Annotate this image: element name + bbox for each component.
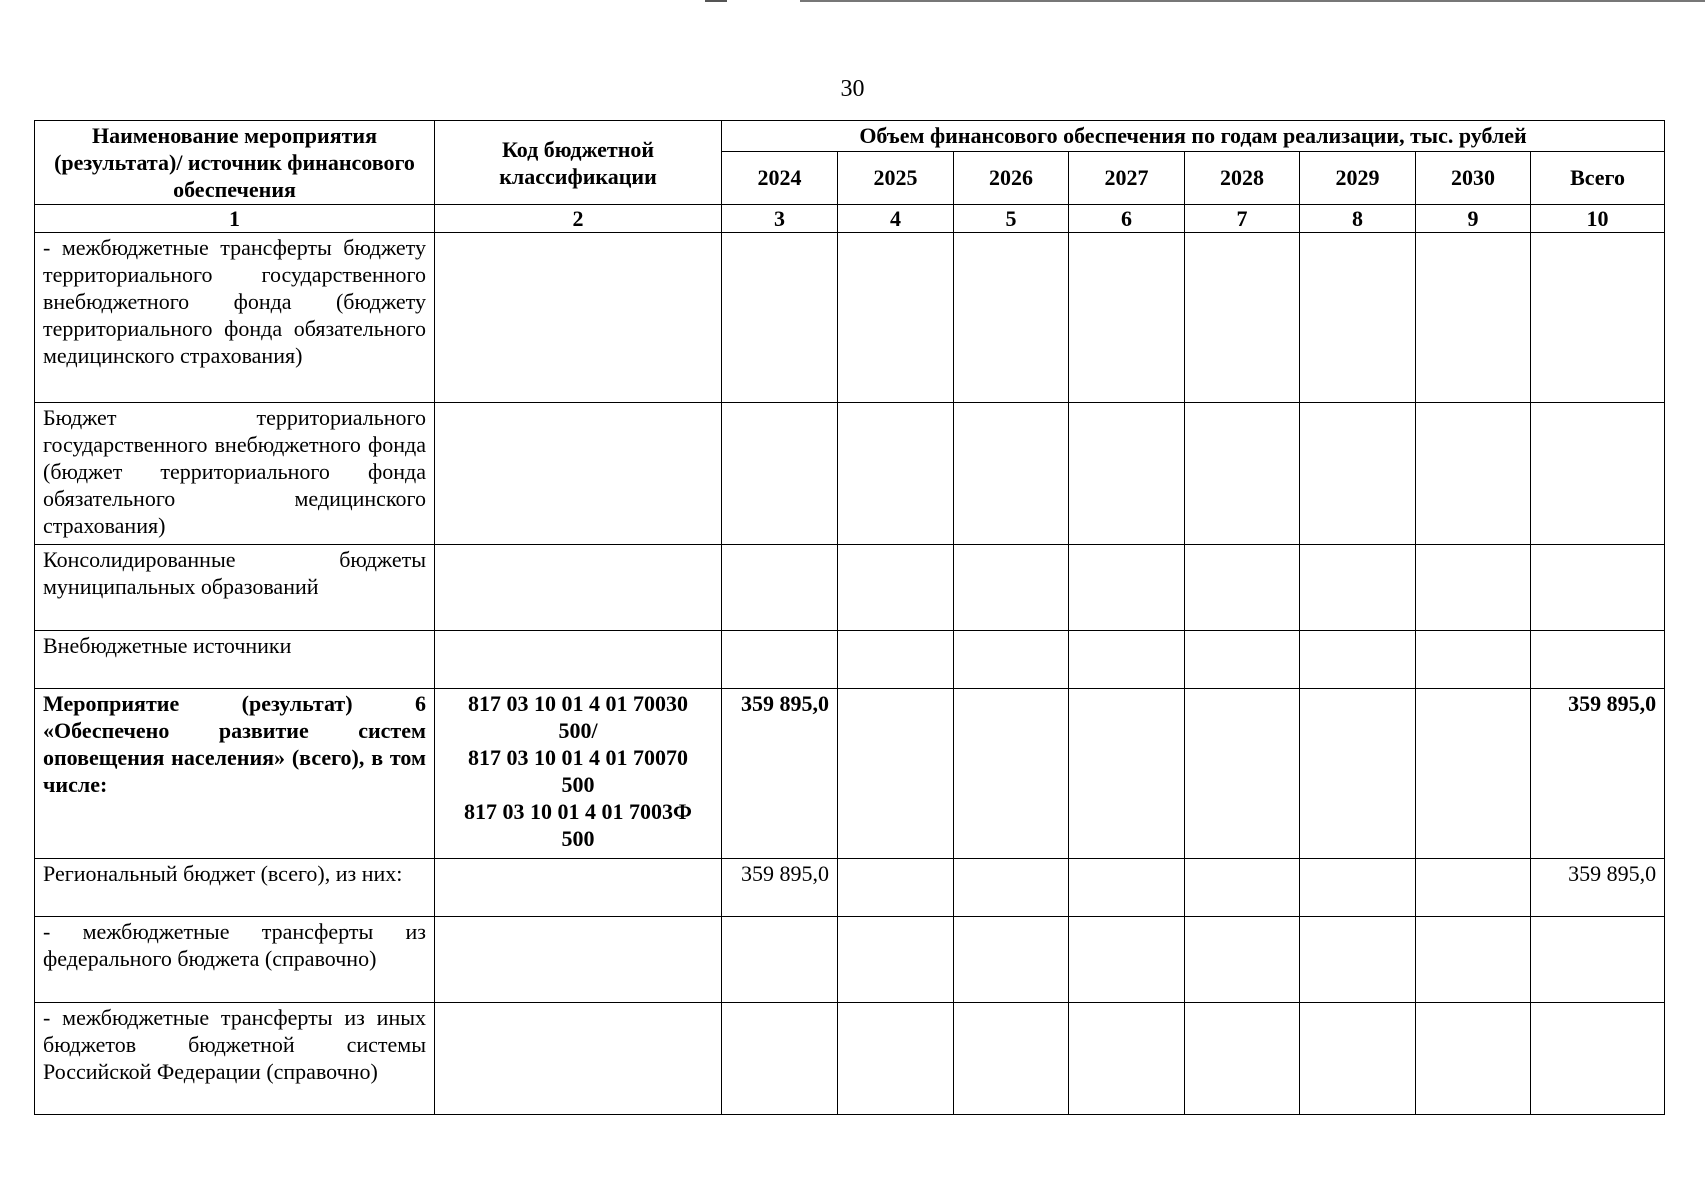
scan-edge-line-right (800, 0, 1705, 2)
table-row (35, 689, 1665, 859)
row-value-cell (954, 1003, 1069, 1115)
header-year: 2024 (722, 151, 838, 204)
row-total-cell (1531, 631, 1665, 689)
header-year: 2025 (838, 151, 954, 204)
row-name-cell: - межбюджетные трансферты бюджету территориального государственного внебюджетного фонда (бюджету территориального фонда обязательного медицинского страхования) (35, 233, 435, 403)
row-value-cell (1300, 1003, 1416, 1115)
row-value-cell (722, 545, 838, 631)
row-value-cell (954, 689, 1069, 859)
row-code-cell (435, 545, 722, 631)
row-value-cell (1416, 689, 1531, 859)
row-total-cell: 359 895,0 (1531, 859, 1665, 917)
row-total-cell: 359 895,0 (1531, 689, 1665, 859)
row-name-cell: Консолидированные бюджеты муниципальных образований (35, 545, 435, 631)
row-value-cell (954, 917, 1069, 1003)
column-number: 4 (838, 205, 954, 233)
row-code-cell (435, 403, 722, 545)
page-number: 30 (840, 76, 865, 102)
row-value-cell (838, 859, 954, 917)
column-number: 7 (1185, 205, 1300, 233)
row-code-cell (435, 917, 722, 1003)
row-name-cell: - межбюджетные трансферты из федерального бюджета (справочно) (35, 917, 435, 1003)
row-value-cell (1069, 545, 1185, 631)
row-value-cell (722, 631, 838, 689)
row-value-cell (722, 917, 838, 1003)
table-row (35, 1003, 1665, 1115)
row-value-cell (1069, 631, 1185, 689)
row-value-cell (1416, 917, 1531, 1003)
table-row (35, 403, 1665, 545)
row-total-cell (1531, 233, 1665, 403)
row-total-cell (1531, 545, 1665, 631)
table-row (35, 859, 1665, 917)
budget-code-line: 500 (561, 772, 595, 797)
table-row (35, 917, 1665, 1003)
row-code-cell (435, 1003, 722, 1115)
header-year: 2029 (1300, 151, 1416, 204)
column-number: 9 (1416, 205, 1531, 233)
row-value-cell (1069, 1003, 1185, 1115)
row-value-cell (954, 403, 1069, 545)
row-total-cell (1531, 403, 1665, 545)
column-number: 2 (435, 205, 722, 233)
row-value-cell: 359 895,0 (722, 859, 838, 917)
row-value-cell (1185, 1003, 1300, 1115)
financing-table (34, 120, 1665, 1115)
row-value-cell (838, 545, 954, 631)
row-value-cell (1416, 545, 1531, 631)
row-value-cell (838, 233, 954, 403)
row-value-cell (1416, 233, 1531, 403)
header-financing-group: Объем финансового обеспечения по годам реализации, тыс. рублей (722, 121, 1665, 152)
row-value-cell (1300, 917, 1416, 1003)
row-value-cell (838, 917, 954, 1003)
row-value-cell (1069, 233, 1185, 403)
column-number: 8 (1300, 205, 1416, 233)
budget-code-line: 817 03 10 01 4 01 70070 (468, 745, 688, 770)
row-value-cell (1185, 689, 1300, 859)
row-value-cell (1069, 403, 1185, 545)
header-code-column: Код бюджетной классификации (435, 121, 722, 205)
row-value-cell (1416, 859, 1531, 917)
budget-code-line: 500/ (558, 718, 598, 743)
table-row (35, 631, 1665, 689)
row-value-cell (954, 233, 1069, 403)
row-value-cell (1300, 859, 1416, 917)
row-value-cell (838, 1003, 954, 1115)
budget-code-line: 817 03 10 01 4 01 7003Ф (464, 799, 692, 824)
row-name-cell: Бюджет территориального государственного внебюджетного фонда (бюджет территориального фонда обязательного медицинского страхования) (35, 403, 435, 545)
row-value-cell (722, 1003, 838, 1115)
header-name-column: Наименование мероприятия (результата)/ источник финансового обеспечения (35, 121, 435, 205)
row-name-cell: Мероприятие (результат) 6 «Обеспечено развитие систем оповещения населения» (всего), в том числе: (35, 689, 435, 859)
row-value-cell (1416, 403, 1531, 545)
row-value-cell (954, 859, 1069, 917)
row-value-cell (1069, 917, 1185, 1003)
row-name-cell: Региональный бюджет (всего), из них: (35, 859, 435, 917)
budget-code-line: 817 03 10 01 4 01 70030 (468, 691, 688, 716)
row-code-cell (435, 859, 722, 917)
table-row (35, 545, 1665, 631)
row-value-cell (1185, 859, 1300, 917)
row-value-cell (1416, 631, 1531, 689)
row-code-cell (435, 631, 722, 689)
header-total: Всего (1531, 151, 1665, 204)
row-value-cell (1185, 917, 1300, 1003)
row-value-cell (1300, 631, 1416, 689)
row-value-cell (1300, 403, 1416, 545)
column-number: 6 (1069, 205, 1185, 233)
column-number: 5 (954, 205, 1069, 233)
row-value-cell (1185, 631, 1300, 689)
column-numbers-row (35, 205, 1665, 233)
row-value-cell (1300, 545, 1416, 631)
scan-edge-line-left (705, 0, 727, 2)
row-value-cell: 359 895,0 (722, 689, 838, 859)
row-value-cell (838, 631, 954, 689)
row-value-cell (1069, 859, 1185, 917)
column-number: 1 (35, 205, 435, 233)
row-value-cell (838, 403, 954, 545)
row-value-cell (1069, 689, 1185, 859)
column-number: 3 (722, 205, 838, 233)
header-row-top (35, 121, 1665, 152)
row-value-cell (954, 631, 1069, 689)
row-value-cell (722, 403, 838, 545)
row-value-cell (1185, 403, 1300, 545)
row-value-cell (722, 233, 838, 403)
header-year: 2027 (1069, 151, 1185, 204)
header-year: 2030 (1416, 151, 1531, 204)
row-code-cell (435, 689, 722, 859)
row-value-cell (1300, 689, 1416, 859)
row-name-cell: - межбюджетные трансферты из иных бюджетов бюджетной системы Российской Федерации (справочно) (35, 1003, 435, 1115)
budget-code-line: 500 (561, 826, 595, 851)
row-total-cell (1531, 1003, 1665, 1115)
row-value-cell (838, 689, 954, 859)
row-name-cell: Внебюджетные источники (35, 631, 435, 689)
header-year: 2026 (954, 151, 1069, 204)
row-value-cell (954, 545, 1069, 631)
table-row (35, 233, 1665, 403)
row-value-cell (1185, 233, 1300, 403)
row-code-cell (435, 233, 722, 403)
table-header (35, 121, 1665, 233)
row-value-cell (1416, 1003, 1531, 1115)
row-value-cell (1300, 233, 1416, 403)
row-value-cell (1185, 545, 1300, 631)
header-year: 2028 (1185, 151, 1300, 204)
table-body (35, 233, 1665, 1115)
column-number: 10 (1531, 205, 1665, 233)
row-total-cell (1531, 917, 1665, 1003)
